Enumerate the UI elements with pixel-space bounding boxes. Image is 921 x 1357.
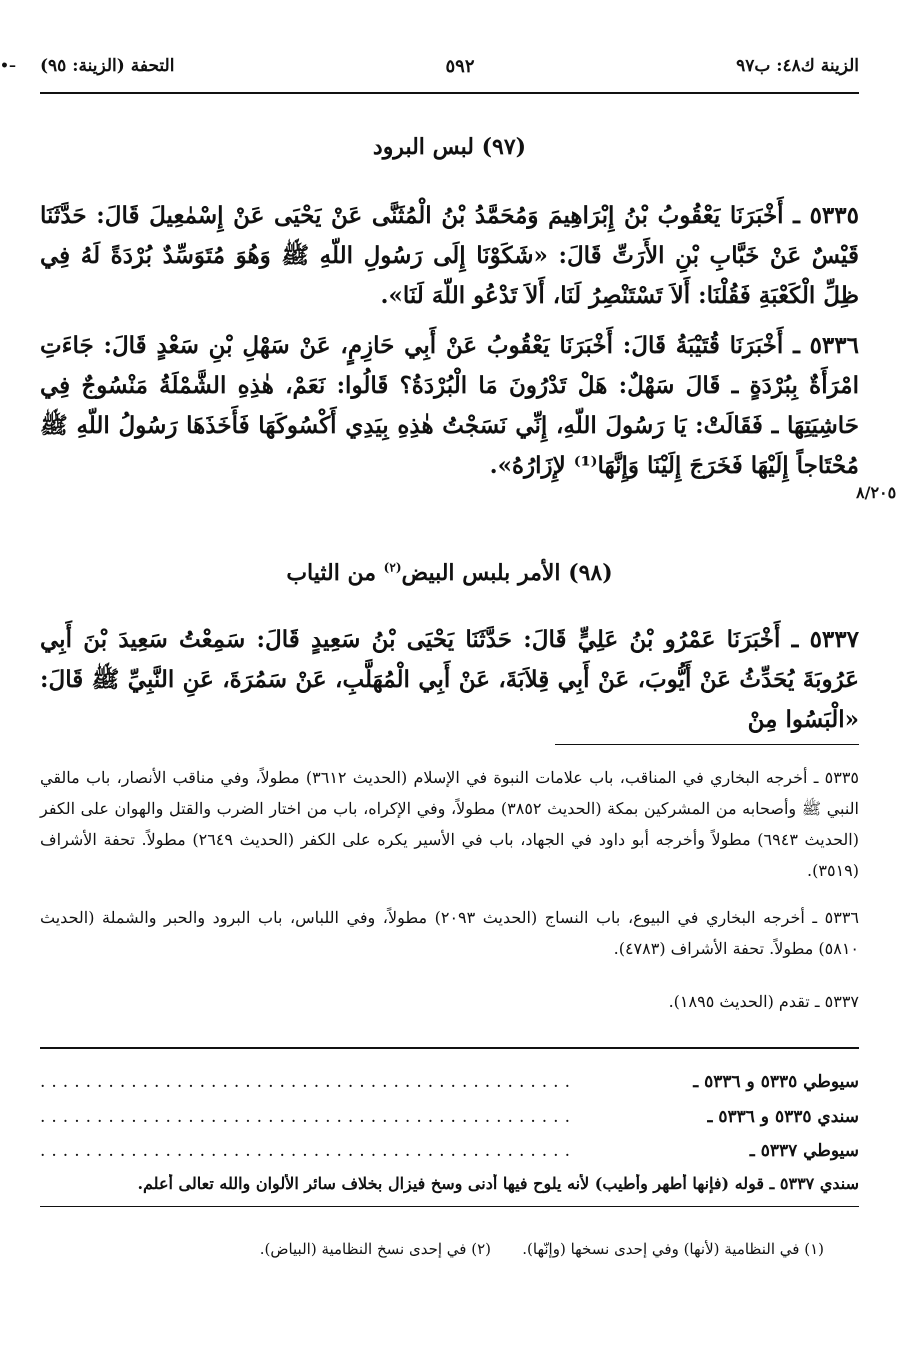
section-title-97: (٩٧) لبس البرود	[372, 134, 527, 160]
edge-mark: •–	[0, 58, 16, 74]
commentary-suyuti-5337	[40, 1141, 859, 1171]
takhrij-5335: ٥٣٣٥ ـ أخرجه البخاري في المناقب، باب علامات النبوة في الإسلام (الحديث ٣٦١٢) مطولاً، وفي مناقب الأنصار، باب مالقي النبي ﷺ وأصحابه من المشركين بمكة (الحديث ٣٨٥٢) مطولاً، وفي الإكراه، باب من اختار الضرب والقتل والهوان على الكفر (الحديث ٦٩٤٣) مطولاً وأخرجه أبو داود في الجهاد، باب في الأسير يكره على الكفر (الحديث ٢٦٤٩) مطولاً. تحفة الأشراف (٣٥١٩).	[40, 768, 860, 880]
commentary-sindi-5335-5336	[40, 1107, 859, 1137]
commentary-divider	[40, 1047, 859, 1049]
hadith-5336: ٥٣٣٦ ـ أَخْبَرَنَا قُتَيْبَةُ قَالَ: أَخْبَرَنَا يَعْقُوبُ عَنْ أَبِي حَازِمٍ، عَنْ سَهْلِ بْنِ سَعْدٍ قَالَ: جَاءَتِ امْرَأَةٌ بِبُرْدَةٍ ـ قَالَ سَهْلٌ: هَلْ تَدْرُونَ مَا الْبُرْدَةُ؟ قَالُوا: نَعَمْ، هٰذِهِ الشَّمْلَةُ مَنْسُوجٌ فِي حَاشِيَتِهَا ـ فَقَالَتْ: يَا رَسُولَ اللّهِ، إِنِّي نَسَجْتُ هٰذِهِ بِيَدِي أَكْسُوكَهَا فَأَخَذَهَا رَسُولُ اللّهِ ﷺ مُحْتَاجاً إِلَيْهَا فَخَرَجَ إِلَيْنَا وَإِنَّهَا⁽¹⁾ لإِزَارُهُ».	[40, 332, 859, 479]
bottom-notes-divider	[40, 1206, 859, 1207]
dotted-leader: ...............................................	[40, 1072, 576, 1092]
takhrij-5337: ٥٣٣٧ ـ تقدم (الحديث ١٨٩٥).	[668, 992, 859, 1011]
commentary-label: سيوطي ٥٣٣٥ و ٥٣٣٦ ـ	[693, 1072, 859, 1092]
footnote-ref-2: (٢)	[383, 560, 402, 575]
section-title-98	[40, 560, 859, 586]
commentary-sindi-5337	[40, 1174, 859, 1204]
hadith-5337: ٥٣٣٧ ـ أَخْبَرَنَا عَمْرُو بْنُ عَلِيٍّ قَالَ: حَدَّثَنَا يَحْيَى بْنُ سَعِيدٍ قَالَ: سَمِعْتُ سَعِيدَ بْنَ أَبِي عَرُوبَةَ يُحَدِّثُ عَنْ أَيُّوبَ، عَنْ أَبِي قِلاَبَةَ، عَنْ أَبِي الْمُهَلَّبِ، عَنْ سَمُرَةَ، عَنِ النَّبِيِّ ﷺ قَالَ: «الْبَسُوا مِنْ	[40, 626, 859, 733]
dotted-leader: ...............................................	[40, 1107, 576, 1127]
commentary-label: سندي ٥٣٣٥ و ٥٣٣٦ ـ	[707, 1107, 859, 1127]
section-title-98-end: من الثياب	[286, 560, 384, 586]
footnote-divider	[555, 744, 859, 745]
page-number: ٥٩٢	[445, 56, 475, 77]
bottom-note-1: (١) في النظامية (لأنها) وفي إحدى نسخها (وإنّها).	[522, 1240, 824, 1258]
commentary-text: سندي ٥٣٣٧ ـ قوله (فإنها أطهر وأطيب) لأنه يلوح فيها أدنى وسخ فيزال بخلاف سائر الألوان والله تعالى أعلم.	[137, 1174, 859, 1193]
margin-volume-page-note: ٨/٢٠٥	[856, 483, 897, 502]
dotted-leader: ...............................................	[40, 1141, 576, 1161]
hadith-5335: ٥٣٣٥ ـ أَخْبَرَنَا يَعْقُوبُ بْنُ إِبْرَاهِيمَ وَمُحَمَّدُ بْنُ الْمُثَنَّى عَنْ يَحْيَى عَنْ إِسْمٰعِيلَ قَالَ: حَدَّثَنَا قَيْسٌ عَنْ خَبَّابِ بْنِ الأَرَتِّ قَالَ: «شَكَوْنَا إِلَى رَسُولِ اللّهِ ﷺ وَهُوَ مُتَوَسِّدٌ بُرْدَةً لَهُ فِي ظِلِّ الْكَعْبَةِ فَقُلْنَا: أَلاَ تَسْتَنْصِرُ لَنَا، أَلاَ تَدْعُو اللّهَ لَنَا».	[40, 202, 859, 309]
commentary-suyuti-5335-5336	[40, 1072, 859, 1102]
bottom-note-2: (٢) في إحدى نسخ النظامية (البياض).	[259, 1240, 491, 1258]
header-tuhfa-reference: التحفة (الزينة: ٩٥)	[40, 56, 175, 76]
takhrij-5336: ٥٣٣٦ ـ أخرجه البخاري في البيوع، باب النساج (الحديث ٢٠٩٣) مطولاً، وفي اللباس، باب البرود والحبر والشملة (الحديث ٥٨١٠) مطولاً. تحفة الأشراف (٤٧٨٣).	[40, 908, 859, 958]
header-divider	[40, 92, 859, 94]
header-chapter-reference: الزينة ك٤٨: ب٩٧	[736, 56, 859, 76]
section-title-98-main: (٩٨) الأمر بلبس البيض	[401, 560, 613, 586]
commentary-label: سيوطي ٥٣٣٧ ـ	[749, 1141, 859, 1161]
